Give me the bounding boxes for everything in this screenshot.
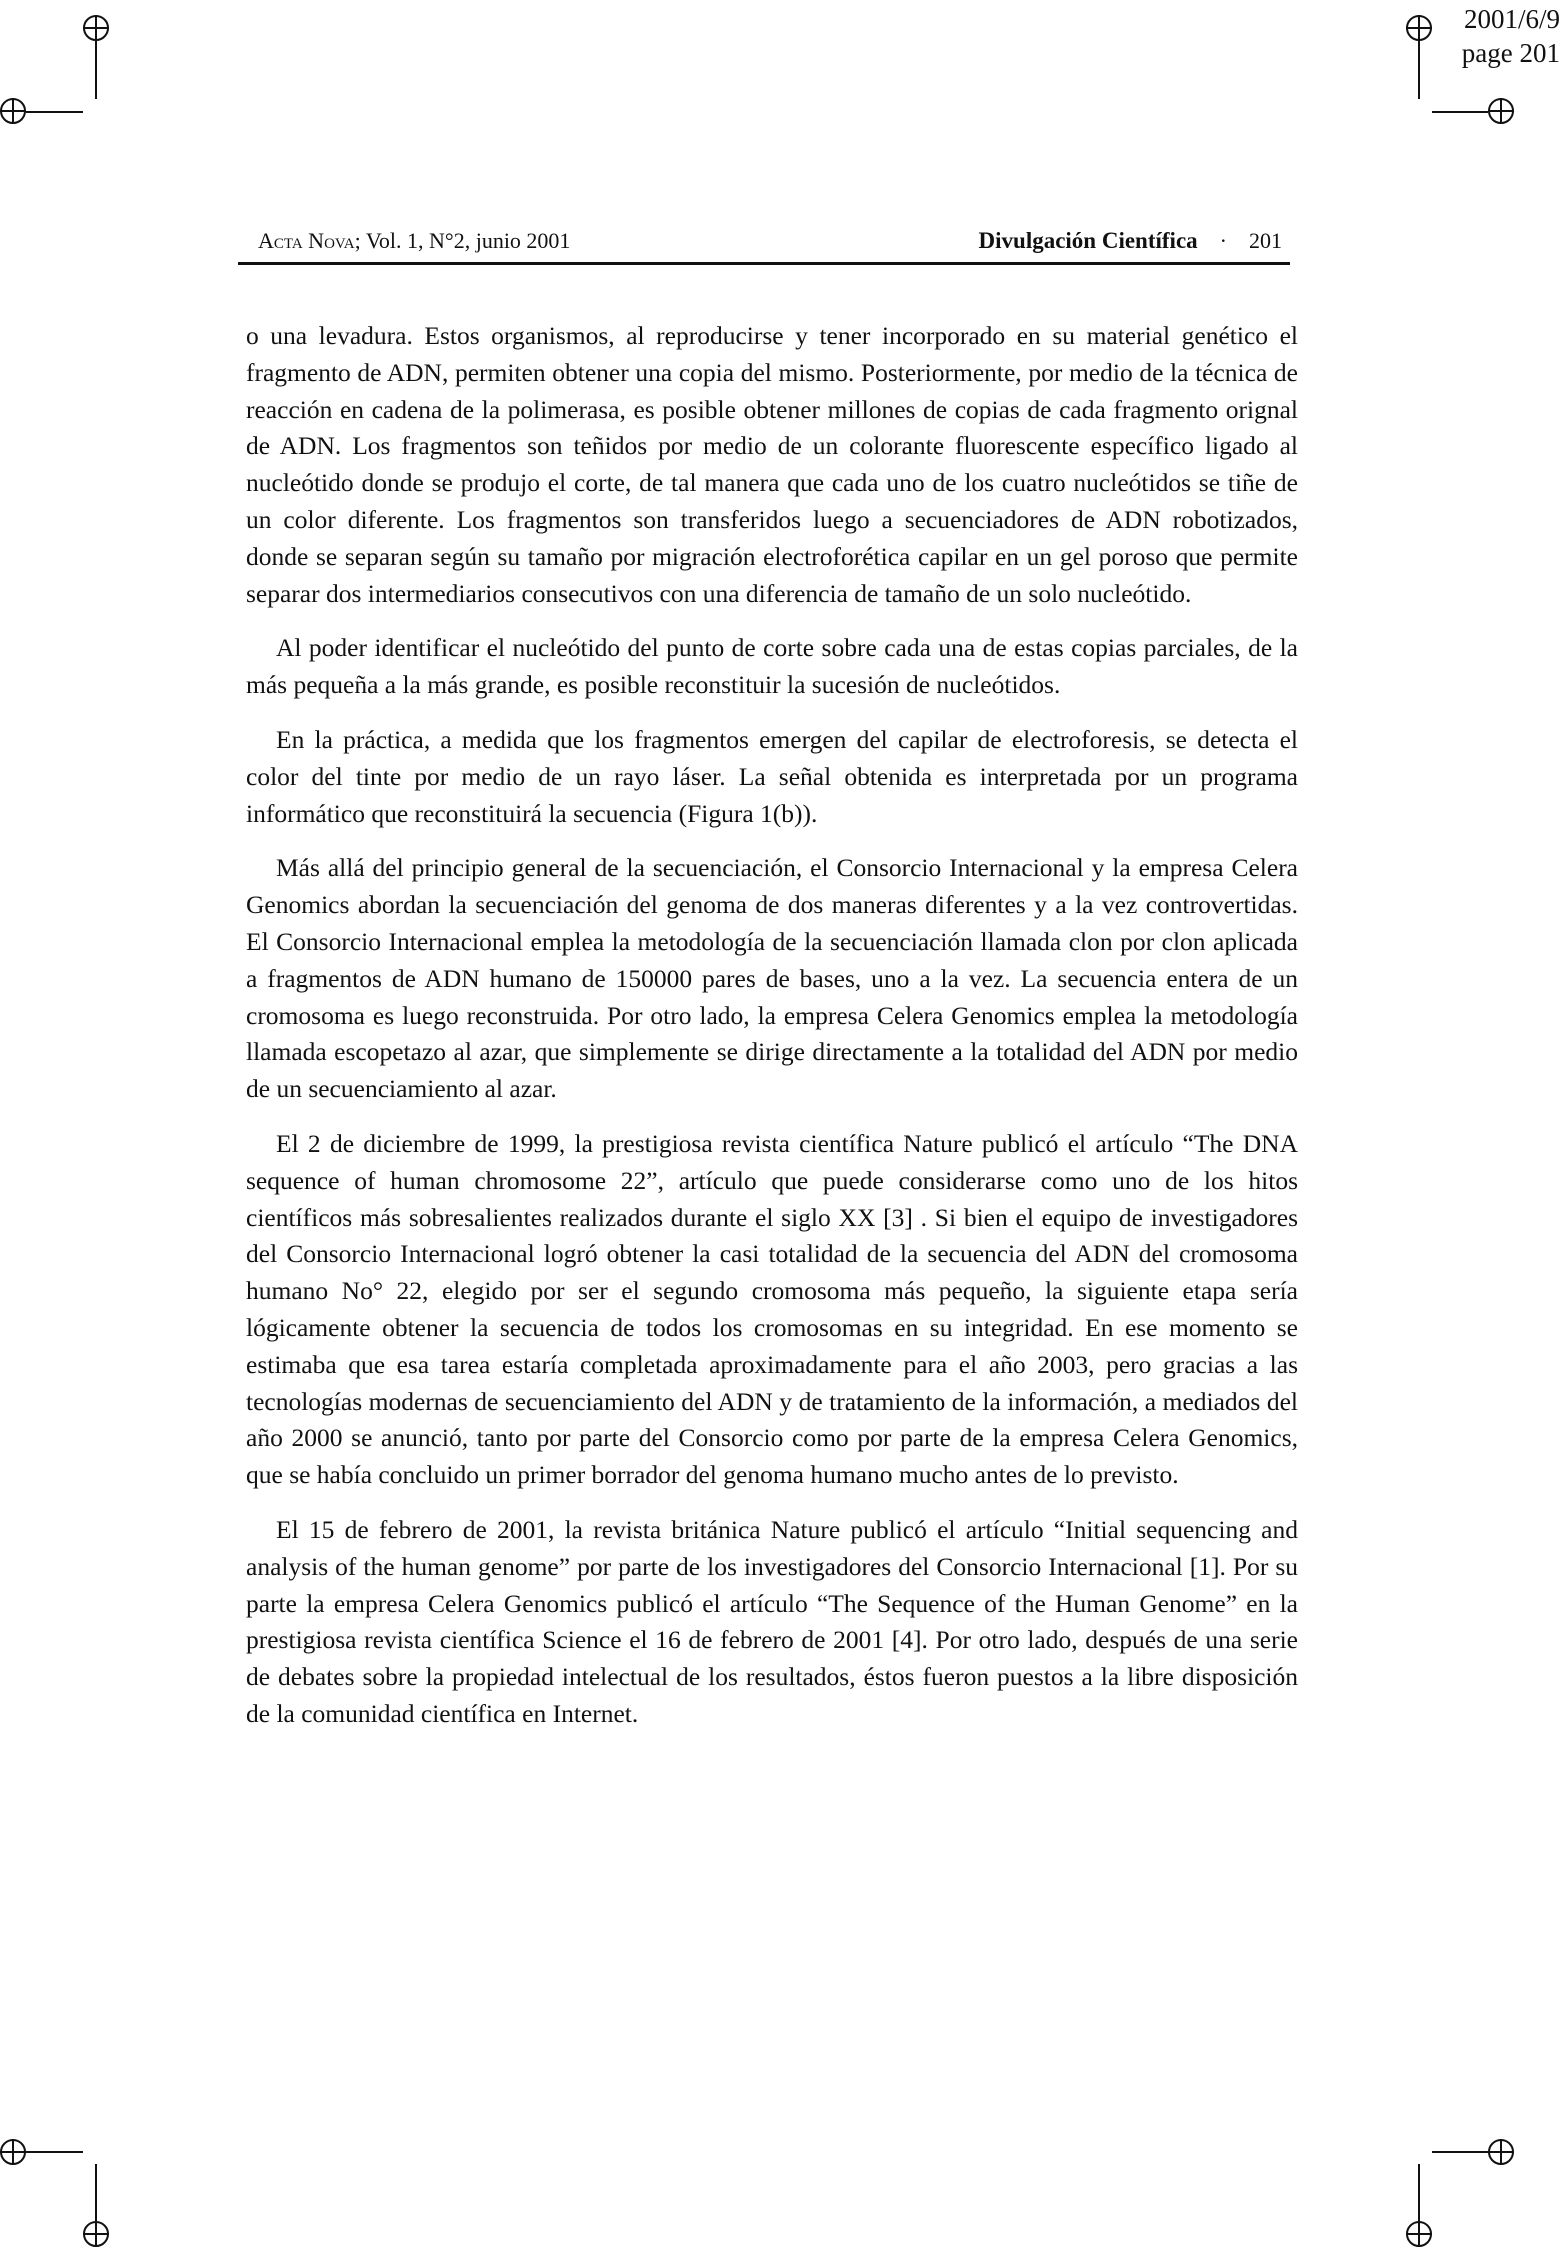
paragraph: En la práctica, a medida que los fragmentos emergen del capilar de electroforesis, se detecta el color del tinte por medio de un rayo láser. La señal obtenida es interpretada por un programa informático que reconstituirá la secuencia (Figura 1(b)).: [246, 724, 1298, 828]
registration-target-icon: [1488, 98, 1514, 124]
registration-target-icon: [83, 15, 109, 41]
paragraph: Al poder identificar el nucleótido del punto de corte sobre cada una de estas copias parciales, de la más pequeña a la más grande, es posible reconstituir la sucesión de nucleótidos.: [246, 633, 1298, 700]
crop-line: [26, 2151, 83, 2153]
crop-line: [1432, 2151, 1488, 2153]
running-head: [238, 224, 1290, 264]
registration-target-icon: [1488, 2139, 1514, 2165]
crop-line: [95, 2164, 97, 2222]
journal-name: Acta Nova: [258, 228, 355, 253]
crop-line: [1418, 2164, 1420, 2222]
registration-target-icon: [1406, 15, 1432, 41]
draft-stamp: [1462, 0, 1560, 70]
journal-citation: [258, 228, 570, 254]
header-rule: [238, 262, 1290, 265]
paragraph: o una levadura. Estos organismos, al reproducirse y tener incorporado en su material genético el fragmento de ADN, permiten obtener una copia del mismo. Posteriormente, por medio de la técnica de reacción en cadena de la polimerasa, es posible obtener millones de copias de cada fragmento orignal de ADN. Los fragmentos son teñidos por medio de un colorante fluorescente específico ligado al nucleótido donde se produjo el corte, de tal manera que cada uno de los cuatro nucleótidos se tiñe de un color diferente. Los fragmentos son transferidos luego a secuenciadores de ADN robotizados, donde se separan según su tamaño por migración electroforética capilar en un gel poroso que permite separar dos intermediarios consecutivos con una diferencia de tamaño de un solo nucleótido.: [246, 321, 1298, 608]
separator: ·: [1219, 228, 1227, 253]
stamp-date: 2001/6/9: [1463, 4, 1560, 34]
paragraph: El 15 de febrero de 2001, la revista británica Nature publicó el artículo “Initial sequencing and analysis of the human genome” por parte de los investigadores del Consorcio Internacional [1]. Por su parte la empresa Celera Genomics publicó el artículo “The Sequence of the Human Genome” en la prestigiosa revista científica Science el 16 de febrero de 2001 [4]. Por otro lado, después de una serie de debates sobre la propiedad intelectual de los resultados, éstos fueron puestos a la libre disposición de la comunidad científica en Internet.: [246, 1514, 1298, 1728]
paragraph: Más allá del principio general de la secuenciación, el Consorcio Internacional y la empresa Celera Genomics abordan la secuenciación del genoma de dos maneras diferentes y a la vez controvertidas. El Consorcio Internacional emplea la metodología de la secuenciación llamada clon por clon aplicada a fragmentos de ADN humano de 150000 pares de bases, uno a la vez. La secuencia entera de un cromosoma es luego reconstruida. Por otro lado, la empresa Celera Genomics emplea la metodología llamada escopetazo al azar, que simplemente se dirige directamente a la totalidad del ADN por medio de un secuenciamiento al azar.: [246, 853, 1298, 1104]
section-title: Divulgación Científica: [978, 228, 1198, 253]
registration-target-icon: [83, 2221, 109, 2247]
paragraph: El 2 de diciembre de 1999, la prestigiosa revista científica Nature publicó el artículo “The DNA sequence of human chromosome 22”, artículo que puede considerarse como uno de los hitos científicos más sobresalientes realizados durante el siglo XX [3] . Si bien el equipo de investigadores del Consorcio Internacional logró obtener la casi totalidad de la secuencia del ADN del cromosoma humano No° 22, elegido por ser el segundo cromosoma más pequeño, la siguiente etapa sería lógicamente obtener la secuencia de todos los cromosomas en su integridad. En ese momento se estimaba que esa tarea estaría completada aproximadamente para el año 2003, pero gracias a las tecnologías modernas de secuenciamiento del ADN y de tratamiento de la información, a mediados del año 2000 se anunció, tanto por parte del Consorcio como por parte de la empresa Celera Genomics, que se había concluido un primer borrador del genoma humano mucho antes de lo previsto.: [246, 1128, 1298, 1490]
crop-line: [1432, 111, 1488, 113]
article-body: [246, 318, 1298, 1751]
registration-target-icon: [1406, 2221, 1432, 2247]
registration-target-icon: [0, 98, 26, 124]
crop-line: [1418, 41, 1420, 99]
stamp-page: page 201: [1461, 38, 1560, 68]
crop-line: [26, 111, 83, 113]
registration-target-icon: [0, 2139, 26, 2165]
page-number: 201: [1249, 228, 1282, 253]
journal-volume: ; Vol. 1, N°2, junio 2001: [354, 228, 571, 253]
crop-line: [95, 41, 97, 99]
section-and-page: [979, 228, 1282, 254]
